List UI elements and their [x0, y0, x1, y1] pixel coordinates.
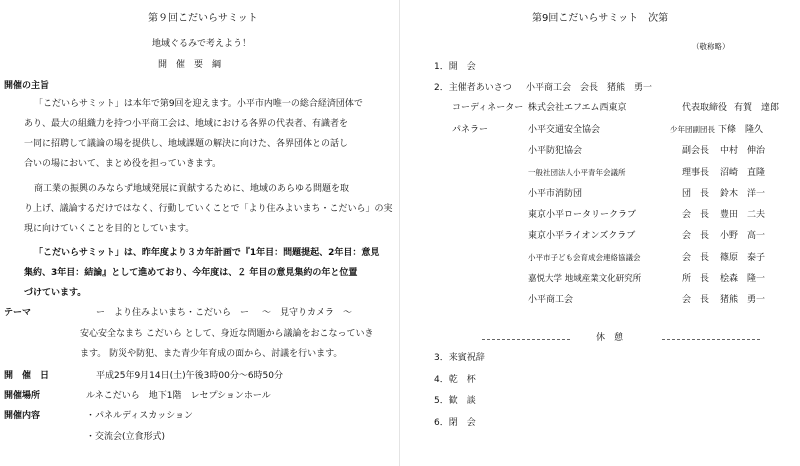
paragraph-line: 「こだいらサミット」は、昨年度より３カ年計画で『1年目：問題提起、2年目：意見 — [34, 248, 380, 258]
paragraph-line: あり、最大の組織力を持つ小平商工会は、地域における各界の代表者、有識者を — [24, 119, 349, 129]
program-item-3: 3．来賓祝辞 — [434, 353, 485, 363]
panelist-name: 沼崎 直隆 — [720, 168, 766, 178]
outline-heading: 開 催 要 綱 — [158, 60, 222, 70]
panelist-name: 鈴木 洋一 — [720, 189, 766, 199]
panelist-role: 団 長 — [682, 189, 710, 199]
program-item-4: 4．乾 杯 — [434, 375, 476, 385]
program-item-6: 6．閉 会 — [434, 418, 476, 428]
theme-label: テーマ — [4, 308, 32, 318]
theme-sub: ～ 見守りカメラ ～ — [262, 308, 353, 318]
place-label: 開催場所 — [4, 391, 41, 401]
panelist-org: 小平交通安全協会 — [528, 125, 601, 135]
content-item: ・交流会(立食形式) — [86, 432, 166, 442]
right-page — [400, 0, 800, 466]
panelist-org: 嘉悦大学 地域産業文化研究所 — [528, 274, 642, 284]
panelist-name: 桧森 隆一 — [720, 274, 766, 284]
subtitle: 地域ぐるみで考えよう！ — [152, 39, 252, 49]
paragraph-line: 合いの場において、まとめ役を担っていきます。 — [24, 159, 222, 169]
paragraph-line: 一同に招聘して議論の場を提供し、地域課題の解決に向けた、各界団体との話し — [24, 139, 349, 149]
panelist-org: 一般社団法人小平青年会議所 — [528, 168, 626, 177]
theme-main: ー より住みよいまち・こだいら ー — [96, 308, 250, 318]
panelist-role: 会 長 — [682, 210, 710, 220]
panelist-role: 会 長 — [682, 295, 710, 305]
paragraph-line: 商工業の振興のみならず地域発展に貢献するために、地域のあらゆる問題を取 — [34, 184, 350, 194]
program-item-2: 2．主催者あいさつ — [434, 83, 512, 93]
page-title: 第９回こだいらサミット — [148, 13, 258, 24]
paragraph-line: 「こだいらサミット」は本年で第9回を迎えます。小平市内唯一の総合経済団体で — [34, 99, 363, 109]
panelist-name: 中村 伸治 — [720, 146, 766, 156]
panelist-org: 東京小平ライオンズクラブ — [528, 231, 636, 241]
break-label: 休 憩 — [596, 333, 624, 343]
panelist-role: 所 長 — [682, 274, 710, 284]
coordinator-role: 代表取締役 — [682, 103, 728, 113]
honorific-note: （敬称略） — [692, 42, 730, 51]
panelist-name: 猪熊 勇一 — [720, 295, 766, 305]
panelist-role: 少年団副団長 — [670, 125, 715, 134]
panelist-name: 篠原 泰子 — [720, 253, 766, 263]
panelist-org: 小平市子ども会育成会連絡協議会 — [528, 253, 641, 262]
panelist-org: 東京小平ロータリークラブ — [528, 210, 637, 220]
date-label: 開 催 日 — [4, 371, 50, 381]
program-item-1: 1．開 会 — [434, 62, 476, 72]
panelist-role: 副会長 — [682, 146, 710, 156]
date-value: 平成25年9月14日(土)午後3時00分～6時50分 — [96, 371, 284, 381]
panelist-role: 理事長 — [682, 168, 710, 178]
host-greeting-speaker: 小平商工会 会長 猪熊 勇一 — [526, 83, 653, 93]
coordinator-label: コーディネーター — [452, 103, 524, 113]
panelist-org: 小平商工会 — [528, 295, 574, 305]
panelist-name: 小野 高一 — [720, 231, 766, 241]
paragraph-line: り上げ、議論するだけではなく、行動していくことで「より住みよいまち・こだいら」の実 — [24, 204, 393, 214]
coordinator-org: 株式会社エフエム西東京 — [528, 103, 627, 113]
program-item-5: 5．歓 談 — [434, 396, 476, 406]
panelist-role: 会 長 — [682, 253, 710, 263]
content-label: 開催内容 — [4, 411, 41, 421]
panelist-org: 小平市消防団 — [528, 189, 583, 199]
paragraph-line: 集約、3年目：結論』として進めており、今年度は、２ 年目の意見集約の年と位置 — [24, 268, 358, 278]
panelist-name: 下條 隆久 — [718, 125, 764, 135]
panel-label: パネラー — [452, 125, 489, 135]
theme-desc-line: 安心安全なまち こだいら として、身近な問題から議論をおこなっていき — [80, 329, 374, 339]
panelist-org: 小平防犯協会 — [528, 146, 583, 156]
paragraph-line: づけています。 — [24, 288, 87, 298]
break-divider-right — [662, 339, 760, 340]
content-item: ・パネルディスカッション — [86, 411, 194, 421]
paragraph-line: 現に向けていくことを目的としています。 — [24, 224, 195, 234]
place-value: ルネこだいら 地下1階 レセプションホール — [86, 391, 271, 401]
theme-desc-line: ます。 防災や防犯、また青少年育成の面から、討議を行います。 — [80, 349, 343, 359]
program-title: 第9回こだいらサミット 次第 — [532, 13, 669, 24]
purpose-heading: 開催の主旨 — [4, 81, 50, 91]
panelist-role: 会 長 — [682, 231, 710, 241]
panelist-name: 豊田 二夫 — [720, 210, 766, 220]
coordinator-name: 有賀 達郎 — [734, 103, 780, 113]
break-divider-left — [482, 339, 570, 340]
